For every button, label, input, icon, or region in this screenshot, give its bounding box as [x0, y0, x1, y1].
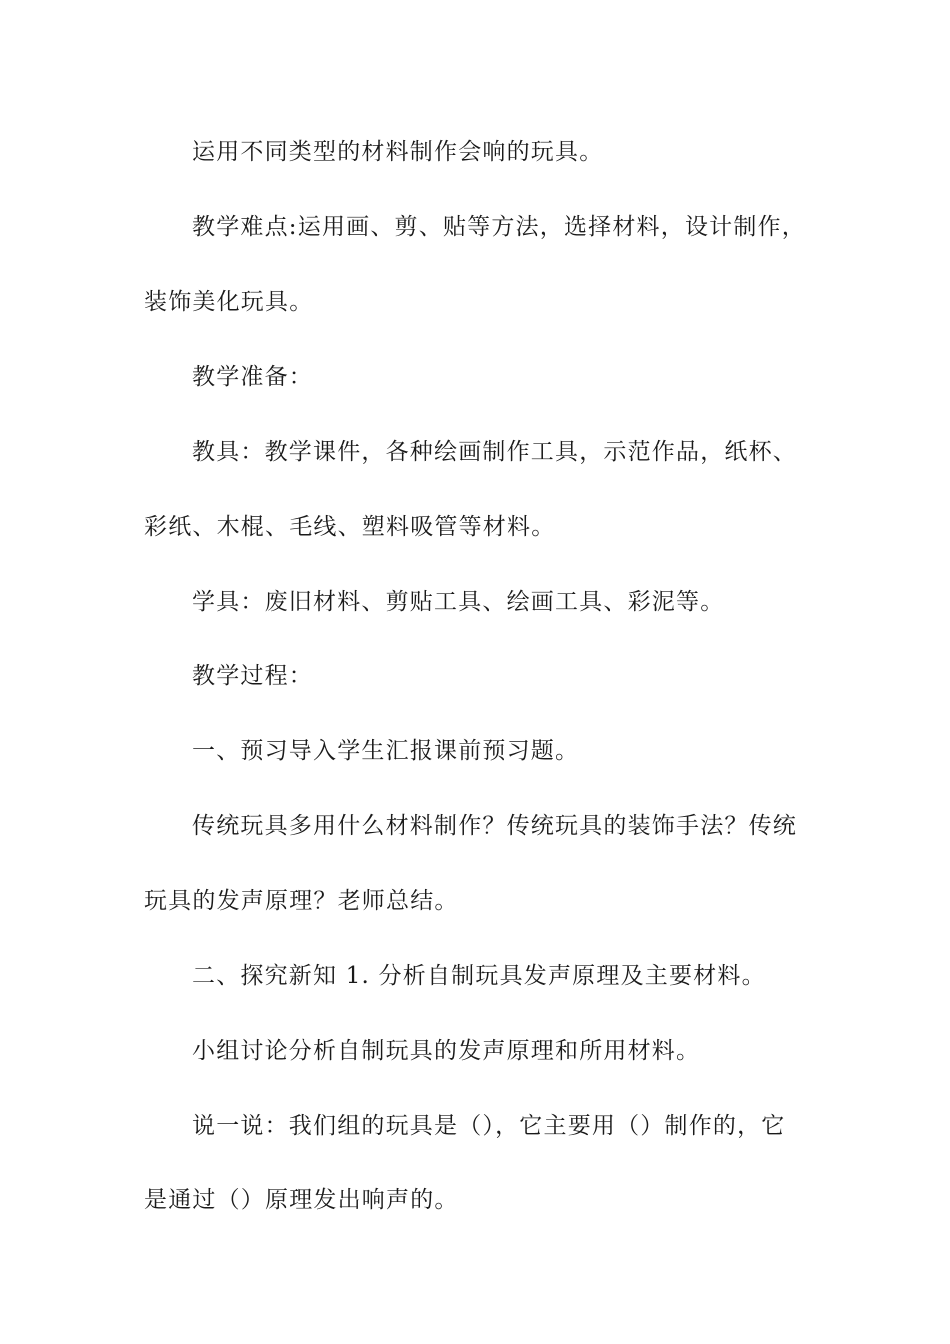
paragraph-line: 教学准备： [192, 364, 313, 390]
paragraph-line: 玩具的发声原理？老师总结。 [144, 888, 459, 914]
paragraph-line: 传统玩具多用什么材料制作？传统玩具的装饰手法？传统 [192, 813, 797, 839]
paragraph-line: 一、预习导入学生汇报课前预习题。 [192, 738, 580, 764]
paragraph-line: 二、探究新知 1. 分析自制玩具发声原理及主要材料。 [192, 963, 766, 989]
paragraph-line: 彩纸、木棍、毛线、塑料吸管等材料。 [144, 514, 556, 540]
paragraph-line: 装饰美化玩具。 [144, 289, 314, 315]
paragraph-line: 教具：教学课件，各种绘画制作工具，示范作品，纸杯、 [192, 439, 797, 465]
paragraph-line: 是通过（）原理发出响声的。 [144, 1187, 459, 1213]
paragraph-line: 小组讨论分析自制玩具的发声原理和所用材料。 [192, 1038, 701, 1064]
paragraph-line: 运用不同类型的材料制作会响的玩具。 [192, 139, 604, 165]
paragraph-line: 学具：废旧材料、剪贴工具、绘画工具、彩泥等。 [192, 589, 725, 615]
paragraph-line: 教学难点:运用画、剪、贴等方法，选择材料，设计制作， [192, 214, 806, 240]
paragraph-line: 教学过程： [192, 663, 313, 689]
paragraph-line: 说一说：我们组的玩具是（），它主要用（）制作的，它 [192, 1113, 786, 1139]
